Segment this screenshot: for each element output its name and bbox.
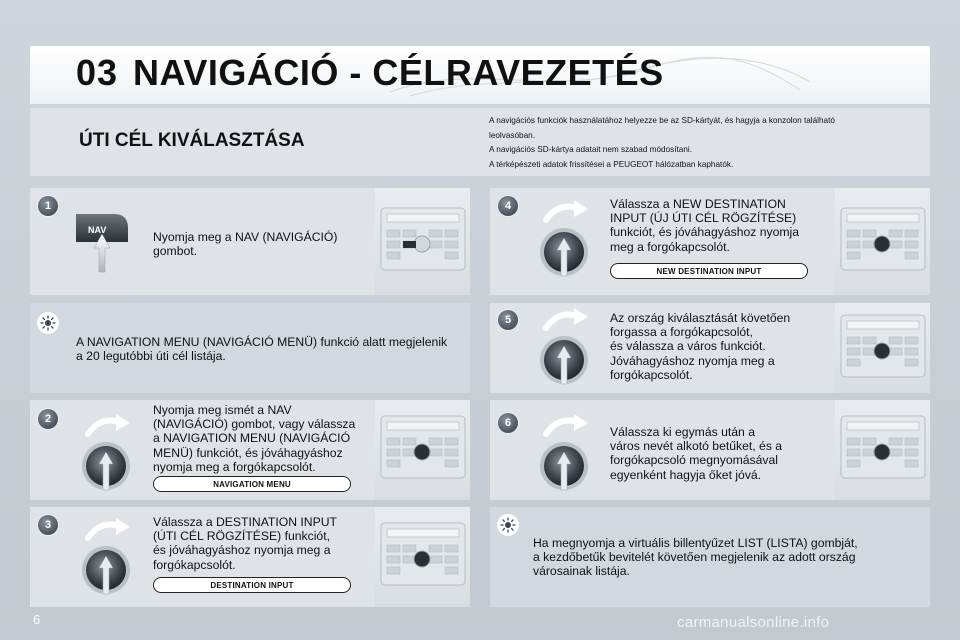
- radio-unit-image: [835, 400, 930, 500]
- step-line: a NAVIGATION MENU (NAVIGÁCIÓ: [153, 431, 351, 446]
- step-line: forgassa a forgókapcsolót,: [610, 325, 753, 340]
- rotary-knob-icon: [76, 412, 136, 496]
- radio-unit-image: [375, 507, 470, 607]
- step-2-badge: 2: [38, 409, 58, 429]
- step-1-text: [153, 230, 337, 258]
- radio-unit-image: [835, 303, 930, 393]
- nav-key-icon: [74, 212, 134, 274]
- step-5-badge: 5: [498, 310, 518, 330]
- rotary-knob-icon: [534, 306, 594, 390]
- step-line: (ÚTI CÉL RÖGZÍTÉSE) funkciót,: [153, 529, 330, 544]
- rotary-knob-icon: [534, 412, 594, 496]
- step-4-text: [610, 197, 799, 254]
- radio-faceplate-icon: [835, 303, 930, 393]
- step-line: MENÜ) funkciót, és jóváhagyáshoz: [153, 445, 343, 460]
- tip-line: a kezdőbetűk bevitelét követően megjelenik az adott ország: [533, 550, 856, 565]
- step-line: Válassza a NEW DESTINATION: [610, 197, 786, 211]
- radio-faceplate-icon: [835, 400, 930, 500]
- step-line: forgókapcsoló megnyomásával: [610, 453, 779, 468]
- radio-faceplate-icon: [375, 507, 470, 607]
- tip-2-text: [533, 536, 858, 579]
- tip-1-badge: [37, 312, 59, 334]
- tip-line: a 20 legutóbbi úti cél listája.: [76, 349, 226, 364]
- step-line: gombot.: [153, 244, 198, 259]
- section-title: ÚTI CÉL KIVÁLASZTÁSA: [79, 130, 305, 151]
- intro-line: A térképészeti adatok frissítései a PEUGEOT hálózatban kaphatók.: [489, 159, 734, 169]
- navigation-menu-pill: NAVIGATION MENU: [153, 476, 351, 492]
- destination-input-pill: DESTINATION INPUT: [153, 577, 351, 593]
- step-4-badge: 4: [498, 196, 518, 216]
- step-line: meg a forgókapcsolót.: [610, 239, 730, 254]
- page-number: 6: [33, 612, 41, 627]
- radio-faceplate-icon: [375, 188, 470, 295]
- step-5-text: [610, 311, 790, 382]
- step-6-badge: 6: [498, 413, 518, 433]
- step-line: város nevét alkotó betűket, és a: [610, 439, 783, 454]
- step-line: egyenként hagyja őket jóvá.: [610, 467, 762, 482]
- tip-2-badge: [497, 514, 519, 536]
- step-line: és válassza a város funkciót.: [610, 339, 766, 354]
- step-line: Válassza ki egymás után a: [610, 425, 755, 439]
- step-2-text: [153, 403, 355, 474]
- step-line: Jóváhagyáshoz nyomja meg a: [610, 353, 775, 368]
- step-line: Nyomja meg ismét a NAV: [153, 403, 292, 417]
- rotary-knob-icon: [534, 198, 594, 282]
- lightbulb-icon: [40, 315, 56, 331]
- radio-faceplate-icon: [375, 400, 470, 500]
- step-3-text: [153, 515, 337, 572]
- radio-unit-image: [375, 188, 470, 295]
- step-line: Válassza a DESTINATION INPUT: [153, 515, 337, 529]
- tip-line: Ha megnyomja a virtuális billentyűzet LIST (LISTA) gombját,: [533, 536, 858, 550]
- step-line: nyomja meg a forgókapcsolót.: [153, 459, 316, 474]
- intro-line: leolvasóban.: [489, 130, 535, 140]
- nav-key-label: NAV: [88, 225, 107, 235]
- chapter-number: 03: [76, 52, 119, 93]
- page-title: NAVIGÁCIÓ - CÉLRAVEZETÉS: [133, 52, 664, 93]
- step-line: INPUT (ÚJ ÚTI CÉL RÖGZÍTÉSE): [610, 211, 797, 226]
- new-destination-input-pill: NEW DESTINATION INPUT: [610, 263, 808, 279]
- step-3-badge: 3: [38, 515, 58, 535]
- intro-text: [489, 114, 914, 172]
- tip-1-text: [76, 335, 447, 363]
- step-line: funkciót, és jóváhagyáshoz nyomja: [610, 225, 800, 240]
- step-line: Nyomja meg a NAV (NAVIGÁCIÓ): [153, 230, 338, 244]
- step-1-badge: 1: [38, 196, 58, 216]
- step-line: Az ország kiválasztását követően: [610, 311, 791, 325]
- radio-faceplate-icon: [835, 188, 930, 295]
- step-line: forgókapcsolót.: [610, 367, 693, 382]
- step-line: (NAVIGÁCIÓ) gombot, vagy válassza: [153, 417, 356, 432]
- watermark: carmanualsonline.info: [677, 614, 830, 631]
- step-6-text: [610, 425, 782, 482]
- radio-unit-image: [835, 188, 930, 295]
- radio-unit-image: [375, 400, 470, 500]
- intro-line: A navigációs SD-kártya adatait nem szabad módosítani.: [489, 145, 692, 154]
- step-line: és jóváhagyáshoz nyomja meg a: [153, 543, 331, 558]
- tip-line: A NAVIGATION MENU (NAVIGÁCIÓ MENÜ) funkció alatt megjelenik: [76, 335, 448, 349]
- tip-line: városainak listája.: [533, 564, 630, 579]
- lightbulb-icon: [500, 517, 516, 533]
- step-line: forgókapcsolót.: [153, 557, 236, 572]
- rotary-knob-icon: [76, 516, 136, 600]
- intro-line: A navigációs funkciók használatához helyezze be az SD-kártyát, és hagyja a konzolon található: [489, 116, 835, 125]
